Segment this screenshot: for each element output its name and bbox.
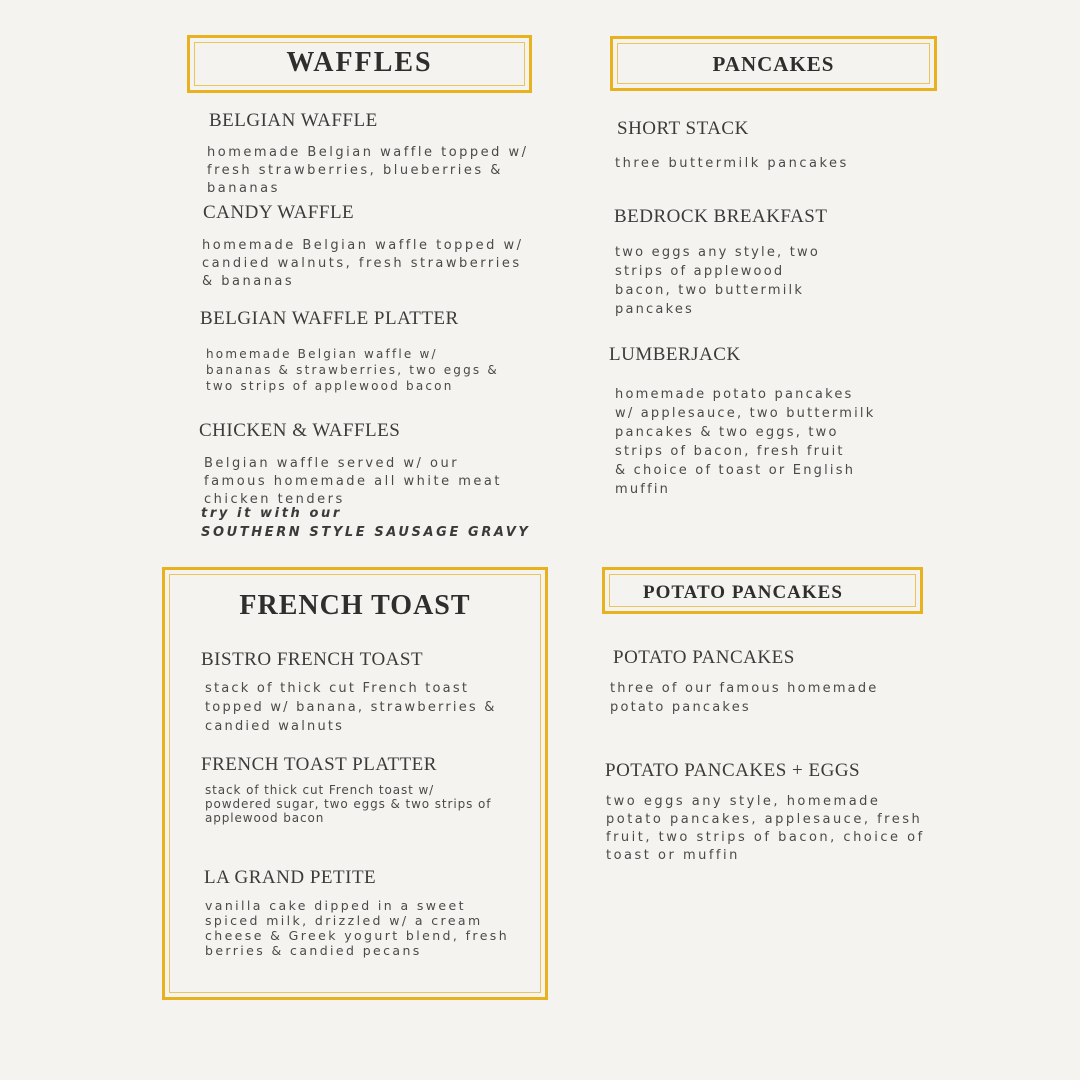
menu-item-description: three buttermilk pancakes [615, 156, 849, 171]
menu-item-title: BISTRO FRENCH TOAST [201, 649, 424, 670]
menu-item-title: BELGIAN WAFFLE PLATTER [200, 308, 459, 329]
menu-item-title: POTATO PANCAKES [613, 647, 795, 668]
gravy-note: try it with our SOUTHERN STYLE SAUSAGE GRAVY [201, 506, 531, 540]
pancakes-header-frame [610, 36, 937, 91]
menu-item-title: BEDROCK BREAKFAST [614, 206, 828, 227]
menu-item-description: homemade Belgian waffle w/ bananas & strawberries, two eggs & two strips of applewood bacon [206, 347, 499, 393]
menu-item-description: vanilla cake dipped in a sweet spiced milk, drizzled w/ a cream cheese & Greek yogurt blend, fresh berries & candied pecans [205, 898, 510, 958]
menu-item-description: homemade Belgian waffle topped w/ fresh strawberries, blueberries & bananas [207, 145, 529, 196]
menu-item-description: two eggs any style, two strips of applewood bacon, two buttermilk pancakes [615, 245, 820, 317]
menu-item-title: LA GRAND PETITE [204, 867, 377, 888]
menu-item-description: three of our famous homemade potato pancakes [610, 681, 879, 715]
menu-item-title: FRENCH TOAST PLATTER [201, 754, 437, 775]
potato-pancakes-section-title: POTATO PANCAKES [643, 582, 843, 603]
menu-item-description: homemade potato pancakes w/ applesauce, two buttermilk pancakes & two eggs, two strips of bacon, fresh fruit & choice of toast or English muffin [615, 387, 876, 497]
menu-item-title: LUMBERJACK [609, 344, 741, 365]
potato-pancakes-header-frame [602, 567, 923, 614]
menu-item-description: stack of thick cut French toast topped w/ banana, strawberries & candied walnuts [205, 681, 497, 734]
french-toast-section-title: FRENCH TOAST [239, 590, 471, 621]
menu-item-description: two eggs any style, homemade potato pancakes, applesauce, fresh fruit, two strips of bacon, choice of toast or muffin [606, 794, 925, 863]
waffles-section-title: WAFFLES [286, 47, 433, 78]
menu-item-description: stack of thick cut French toast w/ powdered sugar, two eggs & two strips of applewood bacon [205, 783, 492, 825]
menu-item-description: homemade Belgian waffle topped w/ candied walnuts, fresh strawberries & bananas [202, 238, 524, 289]
pancakes-section-title: PANCAKES [712, 52, 835, 76]
menu-item-title: CHICKEN & WAFFLES [199, 420, 401, 441]
waffles-header-frame [187, 35, 532, 93]
menu-item-title: CANDY WAFFLE [203, 202, 355, 223]
menu-item-title: BELGIAN WAFFLE [209, 110, 378, 131]
menu-item-description: Belgian waffle served w/ our famous homemade all white meat chicken tenders [204, 456, 502, 507]
menu-item-title: SHORT STACK [617, 118, 749, 139]
menu-item-title: POTATO PANCAKES + EGGS [605, 760, 861, 781]
